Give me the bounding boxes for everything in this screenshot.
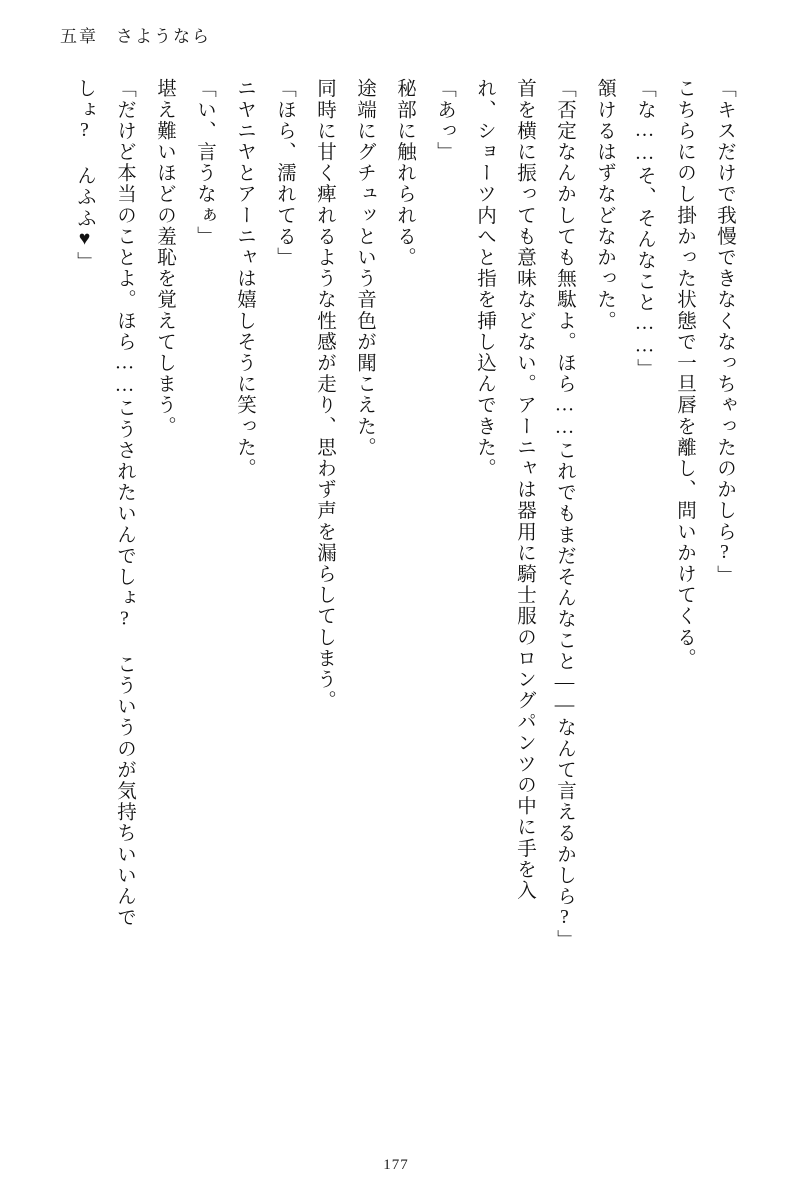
text-column: しょ? んふふ♥」 bbox=[74, 78, 95, 273]
text-column: 「な……そ、そんなこと……」 bbox=[634, 78, 655, 380]
vertical-text-body bbox=[58, 78, 734, 1138]
chapter-title: さようなら bbox=[116, 27, 211, 46]
text-column: 途端にグチュッという音色が聞こえた。 bbox=[354, 78, 375, 458]
text-column: 「キスだけで我慢できなくなっちゃったのかしら?」 bbox=[714, 78, 735, 586]
text-column: 首を横に振っても意味などない。アーニャは器用に騎士服のロングパンツの中に手を入 bbox=[514, 78, 535, 901]
text-column: 頷けるはずなどなかった。 bbox=[594, 78, 615, 332]
running-header bbox=[60, 22, 211, 47]
text-column: 「否定なんかしても無駄よ。ほら……これでもまだそんなこと――なんて言えるかしら?」 bbox=[554, 78, 575, 951]
text-column: れ、ショーツ内へと指を挿し込んできた。 bbox=[474, 78, 495, 479]
text-column: 「だけど本当のことよ。ほら……こうされたいんでしょ? こういうのが気持ちいいんで bbox=[114, 78, 135, 928]
text-column: 同時に甘く痺れるような性感が走り、思わず声を漏らしてしまう。 bbox=[314, 78, 335, 711]
page-number: 177 bbox=[383, 1157, 409, 1173]
text-column: 「い、言うなぁ」 bbox=[194, 78, 215, 247]
text-column: 「あっ」 bbox=[434, 78, 455, 163]
text-column: ニヤニヤとアーニャは嬉しそうに笑った。 bbox=[234, 78, 255, 479]
text-column: こちらにのし掛かった状態で一旦唇を離し、問いかけてくる。 bbox=[674, 78, 695, 669]
chapter-number: 五章 bbox=[60, 27, 98, 46]
text-column: 堪え難いほどの羞恥を覚えてしまう。 bbox=[154, 78, 175, 437]
text-column: 「ほら、濡れてる」 bbox=[274, 78, 295, 268]
text-column: 秘部に触れられる。 bbox=[394, 78, 415, 268]
